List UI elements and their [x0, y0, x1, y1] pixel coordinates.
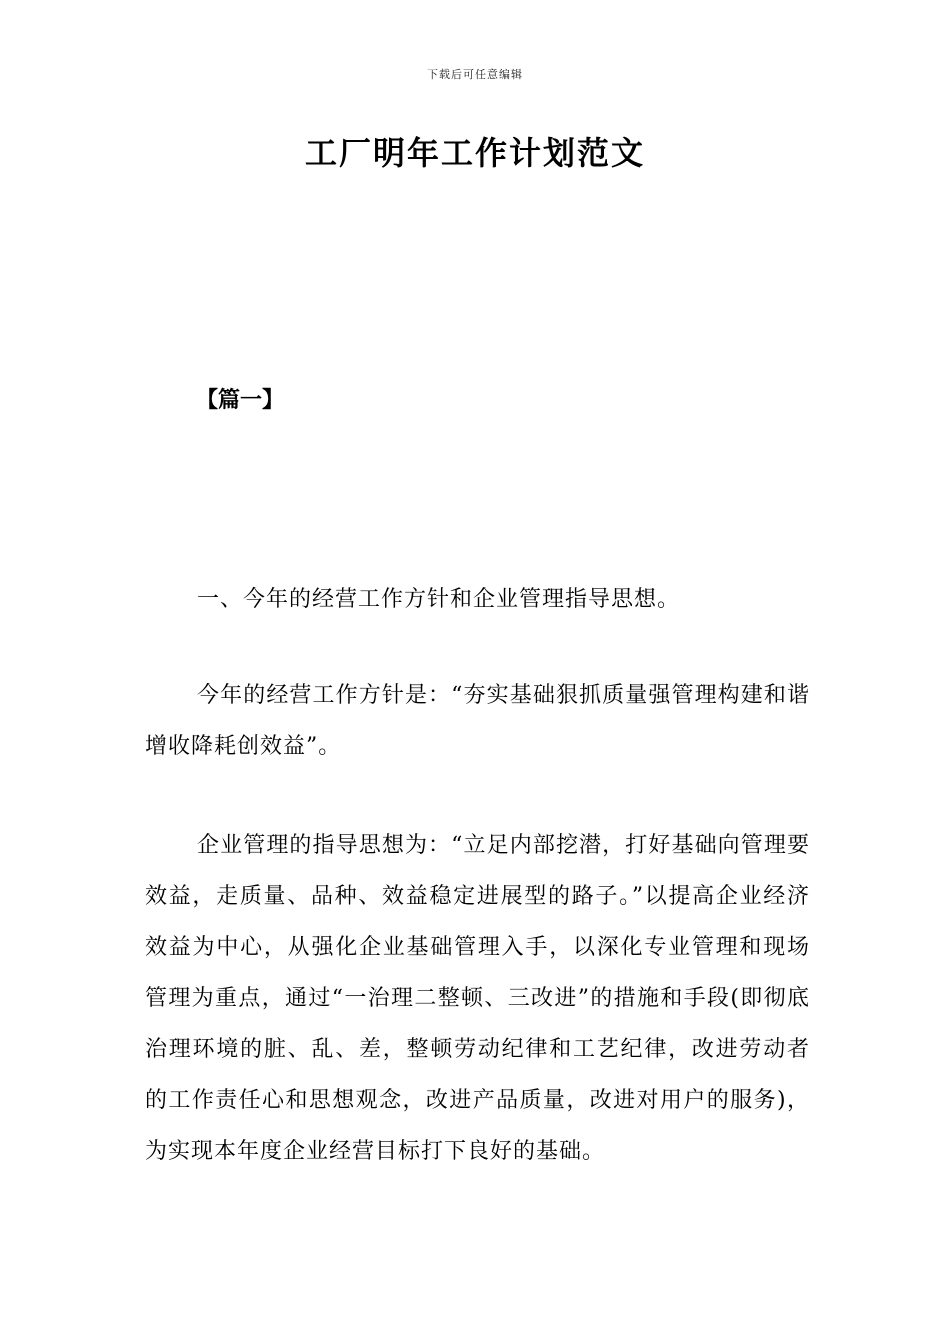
- page-header-note: 下载后可任意编辑: [427, 68, 523, 81]
- paragraph-heading-1: 一、今年的经营工作方针和企业管理指导思想。: [197, 587, 681, 612]
- section-heading: 【篇一】: [196, 387, 285, 413]
- paragraph-guiding-thought: 企业管理的指导思想为：“立足内部挖潜，打好基础向管理要效益，走质量、品种、效益稳定进展型的路子。”以提高企业经济效益为中心，从强化企业基础管理入手，以深化专业管理和现场管理为重点，通过“一治理二整顿、三改进”的措施和手段(即彻底治理环境的脏、乱、差，整顿劳动纪律和工艺纪律，改进劳动者的工作责任心和思想观念，改进产品质量，改进对用户的服务)，为实现本年度企业经营目标打下良好的基础。: [145, 833, 810, 1164]
- paragraph-policy: 今年的经营工作方针是：“夯实基础狠抓质量强管理构建和谐增收降耗创效益”。: [145, 683, 810, 759]
- document-title: 工厂明年工作计划范文: [304, 134, 645, 172]
